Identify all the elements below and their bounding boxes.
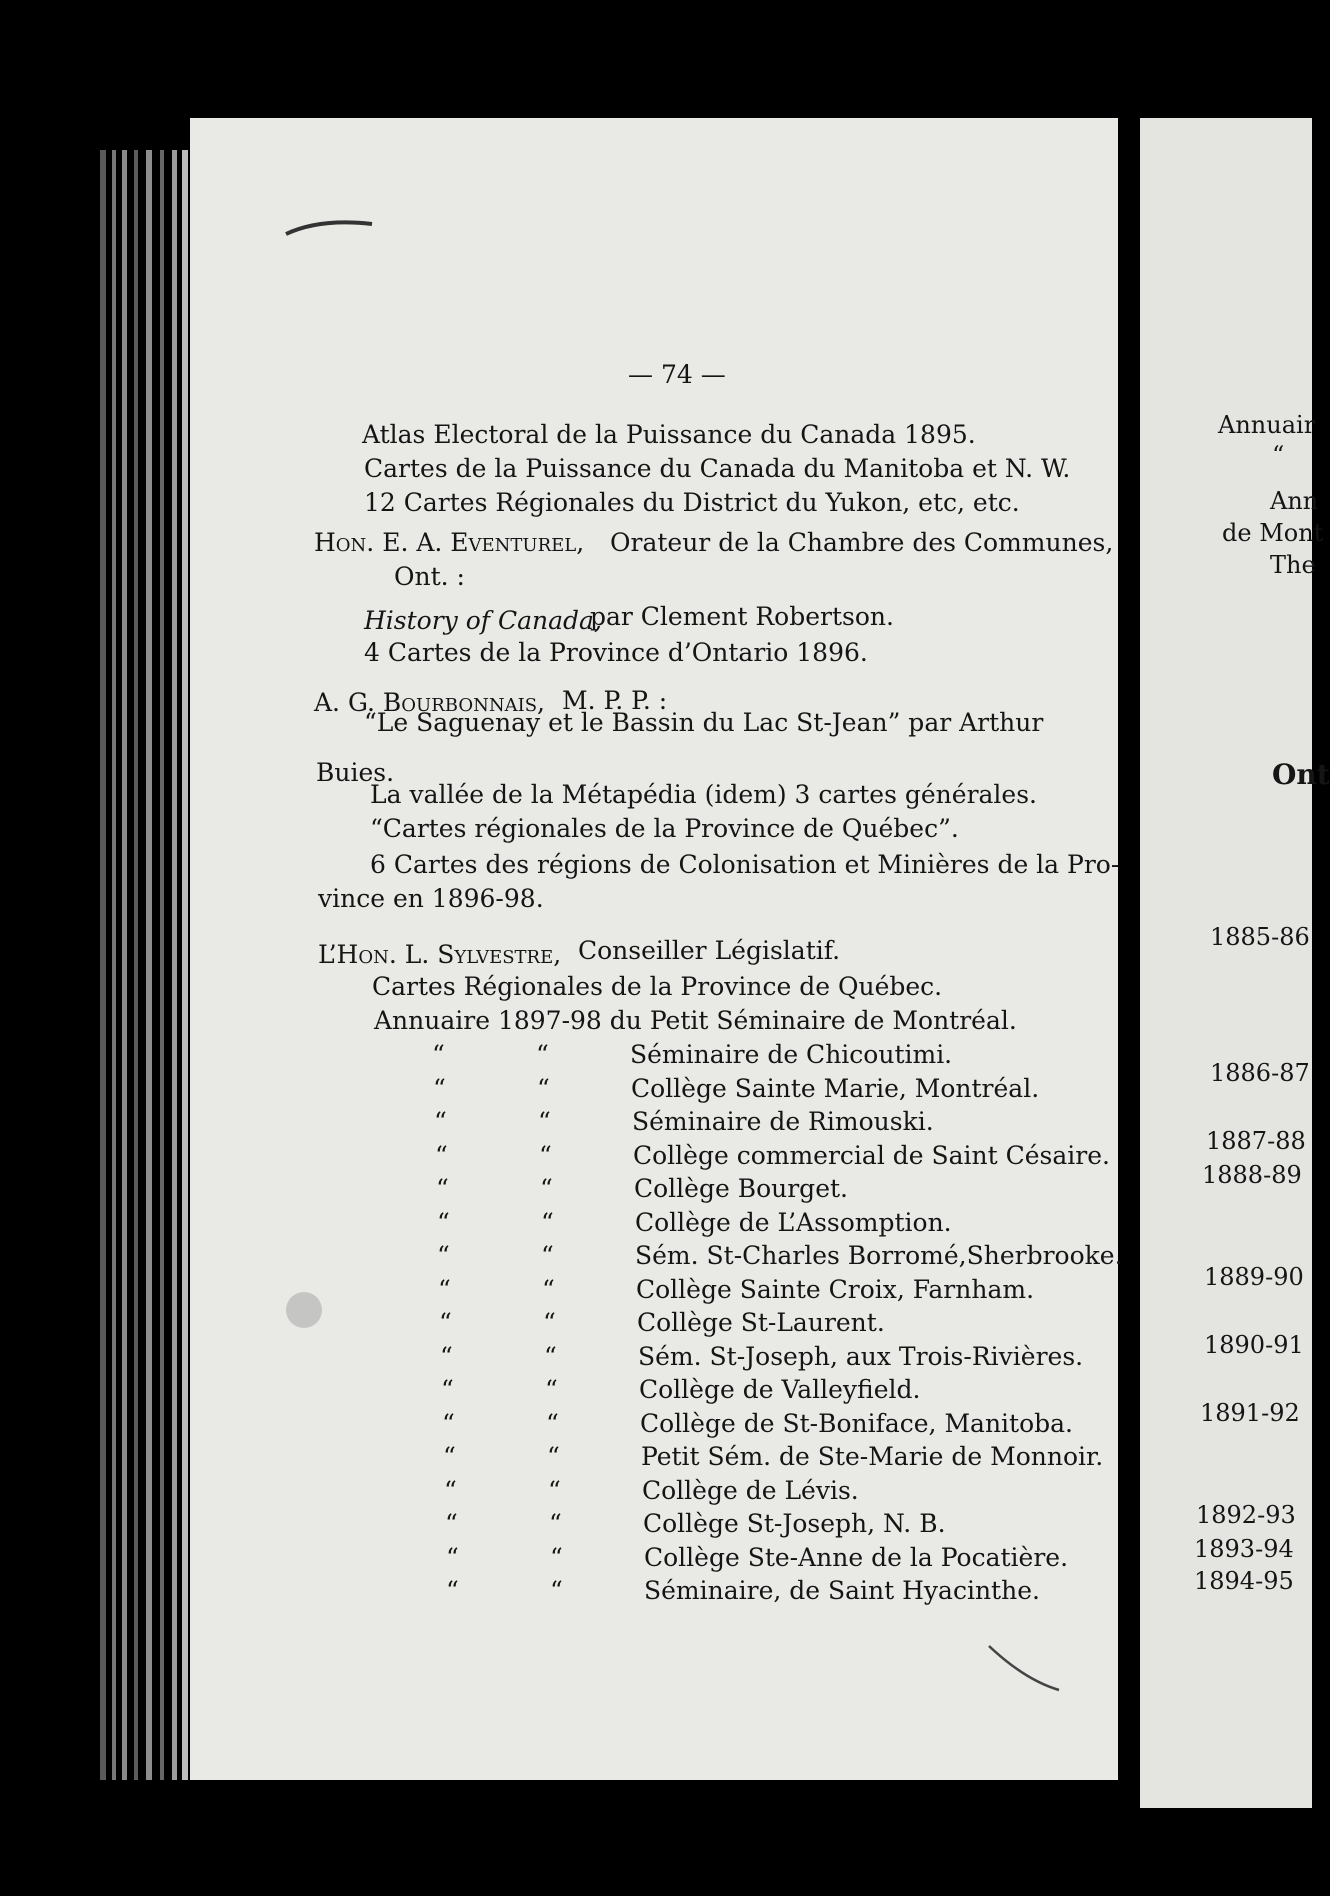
ditto-mark: “ xyxy=(437,1241,450,1270)
ditto-mark: “ xyxy=(542,1274,555,1304)
ditto-mark: “ xyxy=(442,1408,455,1438)
ditto-mark: “ xyxy=(541,1241,554,1270)
right-heading-fragment: Ont xyxy=(1272,758,1330,791)
ditto-mark: “ xyxy=(541,1207,554,1237)
ditto-mark: “ xyxy=(437,1207,450,1237)
college-entry: Collège Bourget. xyxy=(634,1174,848,1203)
text-line: Buies. xyxy=(316,758,395,787)
ditto-mark: “ xyxy=(441,1375,454,1404)
college-entry: Collège St-Joseph, N. B. xyxy=(643,1509,946,1538)
ditto-mark: “ xyxy=(544,1341,557,1371)
college-entry: Petit Sém. de Ste-Marie de Monnoir. xyxy=(641,1442,1104,1471)
text-line: Orateur de la Chambre des Communes, xyxy=(610,528,1114,557)
page-number: — 74 — xyxy=(628,360,726,389)
pencil-mark xyxy=(280,210,380,240)
year-range: 1894-95 xyxy=(1194,1567,1294,1595)
year-range: 1888-89 xyxy=(1202,1161,1302,1189)
right-text-fragment: The xyxy=(1270,551,1316,579)
year-range: 1886-87 xyxy=(1210,1059,1310,1087)
college-entry: Séminaire, de Saint Hyacinthe. xyxy=(644,1576,1040,1605)
text-line: “Cartes régionales de la Province de Québec”. xyxy=(370,814,959,843)
text-line: vince en 1896-98. xyxy=(318,884,544,913)
year-range: 1891-92 xyxy=(1200,1399,1300,1427)
right-ditto: “ xyxy=(1272,441,1285,469)
college-entry: Collège St-Laurent. xyxy=(637,1308,885,1337)
text-line: Atlas Electoral de la Puissance du Canada 1895. xyxy=(362,420,976,449)
ditto-mark: “ xyxy=(438,1274,451,1304)
text-line: 12 Cartes Régionales du District du Yukon, etc, etc. xyxy=(364,488,1020,517)
college-entry: Collège de Valleyfield. xyxy=(639,1375,921,1404)
college-entry: Collège de Lévis. xyxy=(642,1475,859,1505)
right-text-fragment: Ann xyxy=(1270,487,1319,515)
right-text-fragment: de Mont xyxy=(1222,519,1324,547)
ditto-mark: “ xyxy=(433,1073,446,1103)
college-entry: Collège de L’Assomption. xyxy=(635,1207,952,1237)
text-line: 4 Cartes de la Province d’Ontario 1896. xyxy=(364,638,868,667)
ditto-mark: “ xyxy=(537,1073,550,1103)
page-edge xyxy=(172,150,177,1780)
ditto-mark: “ xyxy=(543,1308,556,1337)
ditto-mark: “ xyxy=(538,1107,551,1136)
ditto-mark: “ xyxy=(435,1140,448,1170)
page-edge xyxy=(100,150,106,1780)
ditto-mark: “ xyxy=(432,1040,445,1069)
college-entry: Collège de St-Boniface, Manitoba. xyxy=(640,1408,1073,1438)
ditto-mark: “ xyxy=(439,1308,452,1337)
text-line: Cartes Régionales de la Province de Québec. xyxy=(372,972,943,1001)
year-range: 1893-94 xyxy=(1194,1535,1294,1563)
ditto-mark: “ xyxy=(436,1174,449,1203)
college-entry: Collège Ste-Anne de la Pocatière. xyxy=(644,1542,1069,1572)
text-line: Conseiller Législatif. xyxy=(578,936,841,965)
ditto-mark: “ xyxy=(445,1509,458,1538)
person-name: A. G. Bourbonnais, xyxy=(314,688,545,717)
page-edge xyxy=(160,150,164,1780)
text-line: par Clement Robertson. xyxy=(590,602,894,631)
college-entry: Sém. St-Joseph, aux Trois-Rivières. xyxy=(638,1341,1084,1371)
page-edge xyxy=(112,150,116,1780)
ditto-mark: “ xyxy=(547,1442,560,1471)
ditto-mark: “ xyxy=(546,1408,559,1438)
college-entry: Sém. St-Charles Borromé,Sherbrooke. xyxy=(635,1241,1123,1270)
ditto-mark: “ xyxy=(548,1475,561,1505)
ditto-mark: “ xyxy=(443,1442,456,1471)
year-range: 1885-86 xyxy=(1210,923,1310,951)
page-edge xyxy=(182,150,188,1780)
ditto-mark: “ xyxy=(540,1174,553,1203)
college-entry: Collège Sainte Croix, Farnham. xyxy=(636,1274,1035,1304)
ditto-mark: “ xyxy=(446,1576,459,1605)
ditto-mark: “ xyxy=(444,1475,457,1505)
text-line: Annuaire 1897-98 du Petit Séminaire de Montréal. xyxy=(374,1006,1017,1035)
person-name: L’Hon. L. Sylvestre, xyxy=(318,940,562,969)
page-edge xyxy=(134,150,138,1780)
ditto-mark: “ xyxy=(434,1107,447,1136)
text-line: M. P. P. : xyxy=(562,686,668,715)
year-range: 1887-88 xyxy=(1206,1127,1306,1155)
page-edge xyxy=(122,150,127,1780)
year-range: 1890-91 xyxy=(1204,1331,1304,1359)
college-entry: Séminaire de Rimouski. xyxy=(632,1107,934,1136)
ditto-mark: “ xyxy=(440,1341,453,1371)
person-name: Hon. E. A. Eventurel, xyxy=(314,528,585,557)
college-entry: Collège commercial de Saint Césaire. xyxy=(633,1140,1110,1170)
ditto-mark: “ xyxy=(549,1509,562,1538)
ditto-mark: “ xyxy=(550,1542,563,1572)
page-edge xyxy=(146,150,152,1780)
ditto-mark: “ xyxy=(545,1375,558,1404)
pencil-mark xyxy=(985,1640,1065,1700)
ditto-mark: “ xyxy=(536,1040,549,1069)
ditto-mark: “ xyxy=(539,1140,552,1170)
year-range: 1892-93 xyxy=(1196,1501,1296,1529)
text-line: Cartes de la Puissance du Canada du Manitoba et N. W. xyxy=(364,454,1071,483)
right-text-fragment: Annuair xyxy=(1218,411,1316,439)
text-line: “Le Saguenay et le Bassin du Lac St-Jean” par Arthur xyxy=(364,708,1044,737)
text-line: Ont. : xyxy=(394,562,465,591)
page-stain xyxy=(286,1292,322,1328)
ditto-mark: “ xyxy=(446,1542,459,1572)
text-line: 6 Cartes des régions de Colonisation et Minières de la Pro- xyxy=(370,850,1120,879)
year-range: 1889-90 xyxy=(1204,1263,1304,1291)
ditto-mark: “ xyxy=(550,1576,563,1605)
book-title: History of Canada, xyxy=(364,606,602,635)
college-entry: Séminaire de Chicoutimi. xyxy=(630,1040,953,1069)
text-line: La vallée de la Métapédia (idem) 3 cartes générales. xyxy=(370,780,1037,809)
college-entry: Collège Sainte Marie, Montréal. xyxy=(631,1073,1040,1103)
